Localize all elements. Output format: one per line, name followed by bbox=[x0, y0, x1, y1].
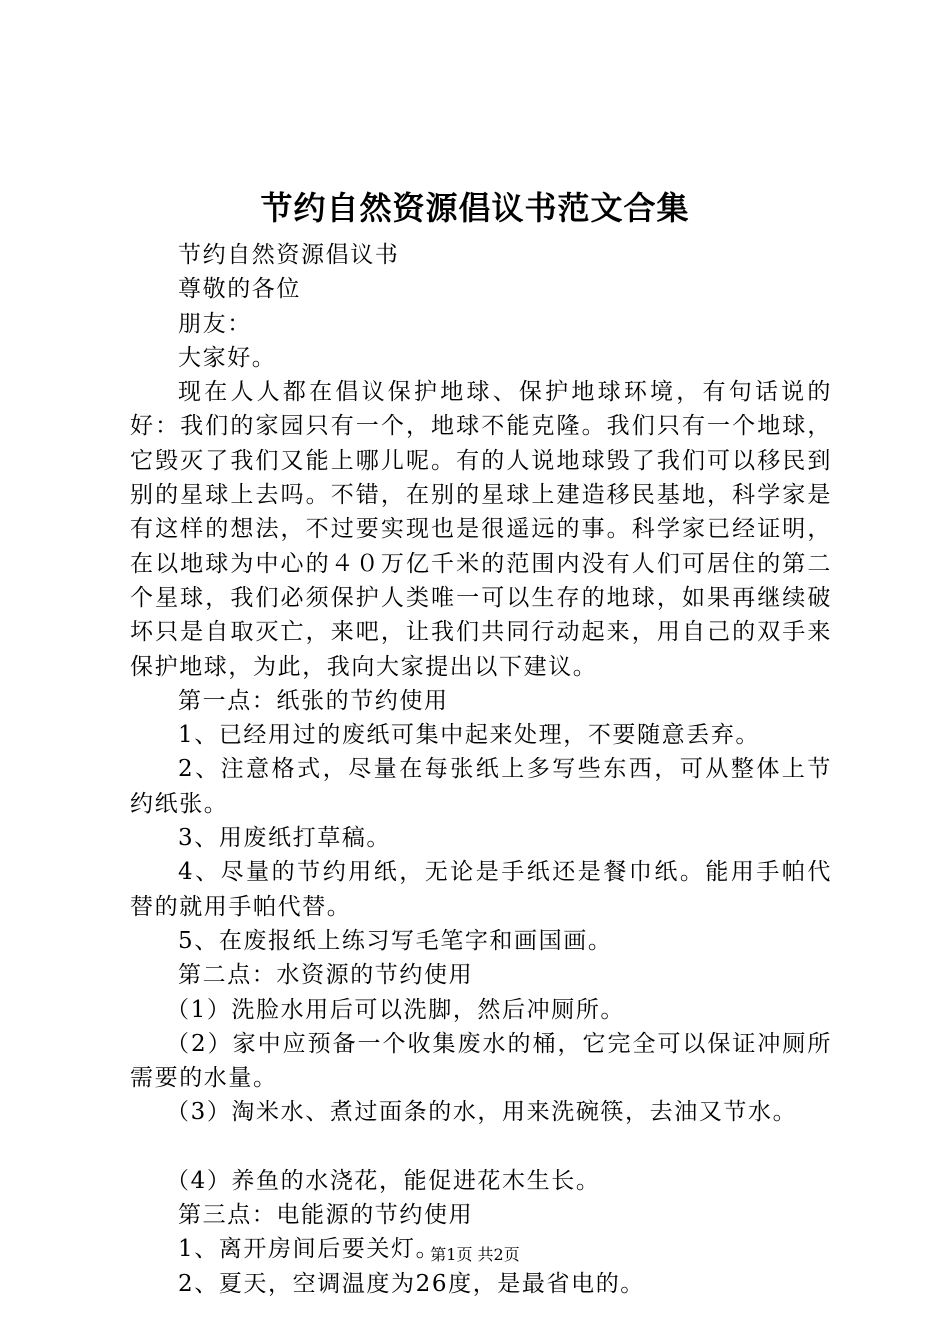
document-title: 节约自然资源倡议书范文合集 bbox=[260, 189, 690, 227]
list-item: 2、夏天，空调温度为26度，是最省电的。 bbox=[178, 1270, 645, 1297]
list-item: （1）洗脸水用后可以洗脚，然后冲厕所。 bbox=[166, 996, 626, 1023]
list-item: 1、已经用过的废纸可集中起来处理，不要随意丢弃。 bbox=[178, 722, 761, 749]
paragraph-salutation: 尊敬的各位 bbox=[178, 276, 301, 303]
section-heading-water: 第二点：水资源的节约使用 bbox=[178, 962, 474, 989]
section-heading-electricity: 第三点：电能源的节约使用 bbox=[178, 1202, 474, 1229]
blank-line bbox=[130, 1130, 832, 1164]
page-footer: 第1页 共2页 bbox=[430, 1245, 520, 1264]
paragraph-subtitle: 节约自然资源倡议书 bbox=[178, 242, 400, 268]
list-item: 3、用废纸打草稿。 bbox=[178, 825, 392, 852]
list-item: （3）淘米水、煮过面条的水，用来洗碗筷，去油又节水。 bbox=[166, 1099, 798, 1126]
list-item: （4）养鱼的水浇花，能促进花木生长。 bbox=[166, 1167, 601, 1194]
list-item: 5、在废报纸上练习写毛笔字和画国画。 bbox=[178, 927, 613, 954]
list-item: 2、注意格式，尽量在每张纸上多写些东西，可从整体上节约纸张。 bbox=[130, 756, 832, 817]
paragraph-salutation-cont: 朋友： bbox=[178, 310, 252, 337]
list-item: 4、尽量的节约用纸，无论是手纸还是餐巾纸。能用手帕代替的就用手帕代替。 bbox=[130, 859, 832, 920]
list-item: （2）家中应预备一个收集废水的桶，它完全可以保证冲厕所需要的水量。 bbox=[130, 1030, 832, 1092]
paragraph-intro: 现在人人都在倡议保护地球、保护地球环境，有句话说的好：我们的家园只有一个，地球不能克隆。我们只有一个地球，它毁灭了我们又能上哪儿呢。有的人说地球毁了我们可以移民到别的星球上去吗。不错，在别的星球上建造移民基地，科学家是有这样的想法，不过要实现也是很遥远的事。科学家已经证明，在以地球为中心的４０万亿千米的范围内没有人们可居住的第二个星球，我们必须保护人类唯一可以生存的地球，如果再继续破坏只是自取灭亡，来吧，让我们共同行动起来，用自己的双手来保护地球，为此，我向大家提出以下建议。 bbox=[130, 379, 832, 680]
section-heading-paper: 第一点：纸张的节约使用 bbox=[178, 687, 449, 714]
list-item: 1、离开房间后要关灯。 bbox=[178, 1236, 441, 1263]
document-body bbox=[130, 238, 832, 1301]
paragraph-greeting: 大家好。 bbox=[178, 344, 277, 371]
